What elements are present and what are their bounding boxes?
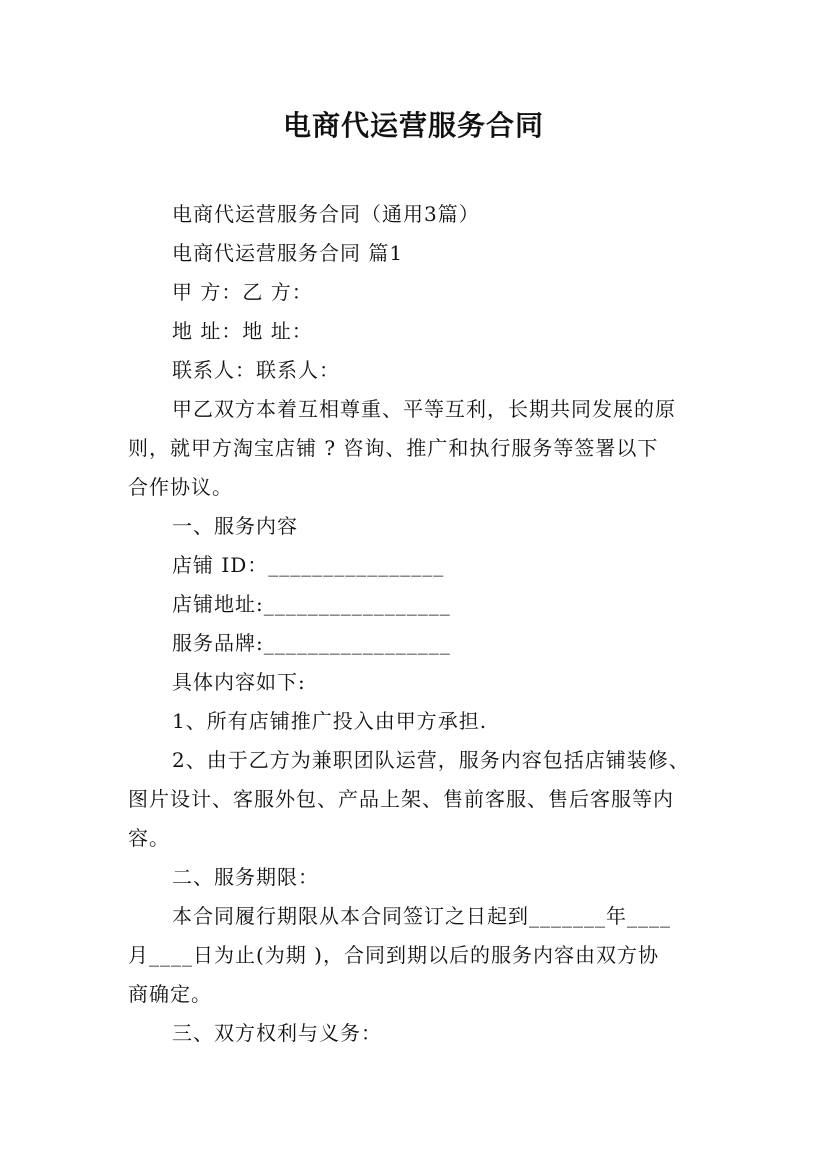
section-heading: 三、双方权利与义务： [172, 1021, 382, 1045]
subtitle-line: 电商代运营服务合同（通用3篇） [172, 202, 480, 226]
paragraph-line: 本合同履行期限从本合同签订之日起到_______年____ [172, 904, 671, 928]
service-brand-field: 服务品牌:_________________ [172, 631, 451, 655]
contact-line: 联系人：联系人： [172, 358, 340, 382]
section-heading: 二、服务期限： [172, 865, 319, 889]
store-id-field: 店铺 ID：________________ [172, 553, 445, 577]
paragraph-line: 甲乙双方本着互相尊重、平等互利，长期共同发展的原 [172, 397, 676, 421]
section-heading: 一、服务内容 [172, 514, 298, 538]
paragraph-line: 图片设计、客服外包、产品上架、售前客服、售后客服等内 [128, 787, 674, 811]
paragraph-line: 合作协议。 [128, 475, 233, 499]
paragraph-line: 商确定。 [128, 982, 212, 1006]
paragraph-line: 月____日为止(为期 )，合同到期以后的服务内容由双方协 [128, 943, 659, 967]
section-heading: 电商代运营服务合同 篇1 [172, 241, 404, 265]
address-line: 地 址：地 址： [172, 319, 313, 343]
document-title: 电商代运营服务合同 [282, 109, 544, 142]
paragraph-line: 1、所有店铺推广投入由甲方承担. [172, 709, 488, 733]
paragraph-line: 则，就甲方淘宝店铺 ? 咨询、推广和执行服务等签署以下 [128, 436, 659, 460]
paragraph-line: 具体内容如下: [172, 670, 306, 694]
paragraph-line: 容。 [128, 826, 170, 850]
paragraph-line: 2、由于乙方为兼职团队运营，服务内容包括店铺装修、 [172, 748, 690, 772]
party-line: 甲 方：乙 方： [172, 280, 313, 304]
store-address-field: 店铺地址:_________________ [172, 592, 451, 616]
